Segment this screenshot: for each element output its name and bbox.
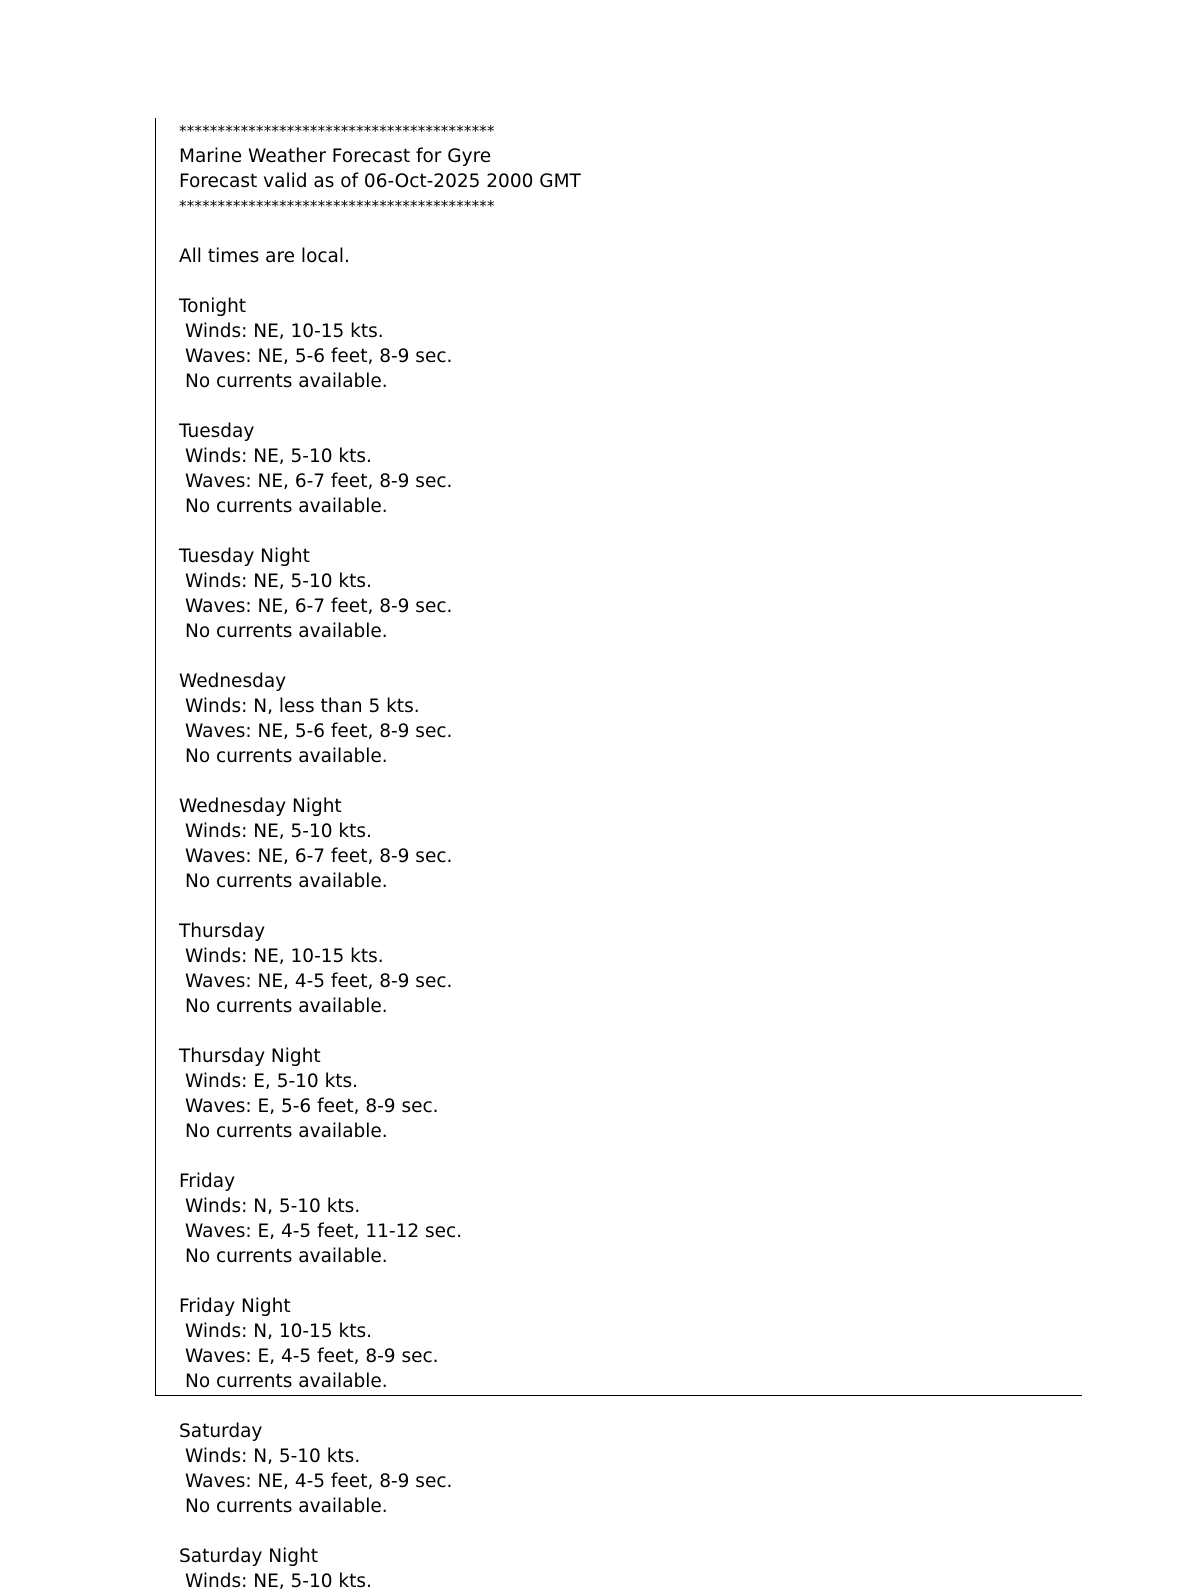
forecast-period [179, 919, 1059, 1044]
forecast-content [179, 119, 1059, 1594]
forecast-period [179, 1419, 1059, 1544]
period-waves: Waves: E, 5-6 feet, 8-9 sec. [185, 1096, 439, 1117]
period-waves: Waves: NE, 6-7 feet, 8-9 sec. [185, 471, 453, 492]
period-currents: No currents available. [185, 1246, 388, 1267]
period-waves: Waves: E, 4-5 feet, 11-12 sec. [185, 1221, 463, 1242]
forecast-period [179, 1294, 1059, 1419]
forecast-period [179, 1169, 1059, 1294]
period-winds: Winds: NE, 5-10 kts. [185, 821, 372, 842]
period-waves: Waves: NE, 4-5 feet, 8-9 sec. [185, 971, 453, 992]
period-currents: No currents available. [185, 371, 388, 392]
period-waves: Waves: NE, 6-7 feet, 8-9 sec. [185, 846, 453, 867]
period-name: Wednesday Night [179, 796, 342, 817]
spacer [179, 769, 1059, 794]
forecast-period [179, 544, 1059, 669]
period-name: Saturday Night [179, 1546, 318, 1567]
period-currents: No currents available. [185, 1496, 388, 1517]
forecast-period [179, 294, 1059, 419]
period-currents: No currents available. [185, 1121, 388, 1142]
forecast-period [179, 1544, 1059, 1594]
period-winds: Winds: NE, 10-15 kts. [185, 946, 384, 967]
period-waves: Waves: NE, 4-5 feet, 8-9 sec. [185, 1471, 453, 1492]
period-currents: No currents available. [185, 871, 388, 892]
period-currents: No currents available. [185, 621, 388, 642]
spacer [179, 1394, 1059, 1419]
spacer [179, 519, 1059, 544]
forecast-valid-time: Forecast valid as of 06-Oct-2025 2000 GMT [179, 171, 581, 192]
spacer [179, 644, 1059, 669]
spacer [179, 1269, 1059, 1294]
period-name: Friday [179, 1171, 236, 1192]
forecast-periods-list [179, 294, 1059, 1594]
period-waves: Waves: E, 4-5 feet, 8-9 sec. [185, 1346, 439, 1367]
period-winds: Winds: NE, 5-10 kts. [185, 571, 372, 592]
spacer [179, 1144, 1059, 1169]
period-winds: Winds: NE, 5-10 kts. [185, 1571, 372, 1592]
forecast-title: Marine Weather Forecast for Gyre [179, 146, 492, 167]
spacer [179, 1019, 1059, 1044]
period-name: Tonight [179, 296, 247, 317]
period-waves: Waves: NE, 5-6 feet, 8-9 sec. [185, 721, 453, 742]
spacer [179, 894, 1059, 919]
forecast-period [179, 669, 1059, 794]
period-name: Tuesday Night [179, 546, 310, 567]
period-name: Friday Night [179, 1296, 291, 1317]
header-stars-bottom: ***************************************** [179, 197, 495, 215]
forecast-period [179, 794, 1059, 919]
spacer [179, 394, 1059, 419]
period-winds: Winds: N, 5-10 kts. [185, 1446, 361, 1467]
period-currents: No currents available. [185, 996, 388, 1017]
period-winds: Winds: N, 10-15 kts. [185, 1321, 372, 1342]
forecast-period [179, 1044, 1059, 1169]
period-currents: No currents available. [185, 746, 388, 767]
period-name: Thursday [179, 921, 266, 942]
period-winds: Winds: N, less than 5 kts. [185, 696, 420, 717]
period-winds: Winds: N, 5-10 kts. [185, 1196, 361, 1217]
period-waves: Waves: NE, 6-7 feet, 8-9 sec. [185, 596, 453, 617]
period-name: Thursday Night [179, 1046, 321, 1067]
spacer [179, 219, 1059, 244]
spacer [179, 1519, 1059, 1544]
period-waves: Waves: NE, 5-6 feet, 8-9 sec. [185, 346, 453, 367]
times-note: All times are local. [179, 246, 350, 267]
forecast-period [179, 419, 1059, 544]
period-name: Wednesday [179, 671, 287, 692]
period-currents: No currents available. [185, 496, 388, 517]
period-winds: Winds: E, 5-10 kts. [185, 1071, 359, 1092]
period-name: Saturday [179, 1421, 263, 1442]
period-currents: No currents available. [185, 1371, 388, 1392]
period-winds: Winds: NE, 10-15 kts. [185, 321, 384, 342]
spacer [179, 269, 1059, 294]
period-name: Tuesday [179, 421, 255, 442]
period-winds: Winds: NE, 5-10 kts. [185, 446, 372, 467]
header-stars-top: ***************************************** [179, 122, 495, 140]
frame-left-border [155, 118, 156, 1396]
